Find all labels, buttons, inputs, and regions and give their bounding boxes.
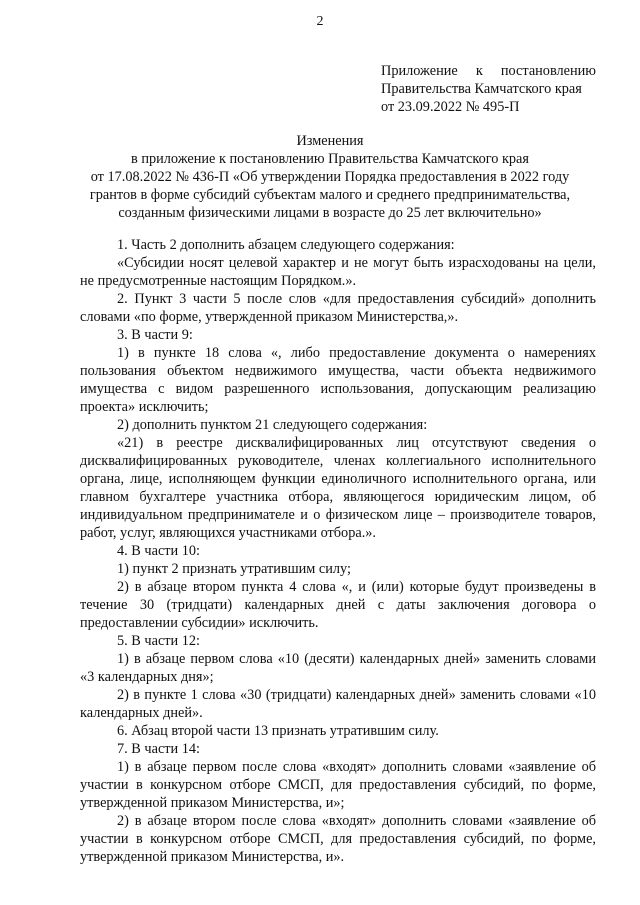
paragraph: 1. Часть 2 дополнить абзацем следующего содержания: bbox=[117, 237, 455, 253]
paragraph: 2) в абзаце втором пункта 4 слова «, и (или) которые будут произведены в течение 30 (тридцати) календарных дней с даты заключения договора о предоставлении субсидии» исключить. bbox=[80, 579, 596, 631]
title-line-4: грантов в форме субсидий субъектам малого и среднего предпринимательства, bbox=[89, 187, 571, 203]
title-line-5: созданным физическими лицами в возрасте до 25 лет включительно» bbox=[118, 205, 542, 221]
appendix-header bbox=[381, 62, 596, 116]
paragraph: 2. Пункт 3 части 5 после слов «для предоставления субсидий» дополнить словами «по форме, утвержденной приказом Министерства,». bbox=[80, 291, 596, 325]
paragraph: 7. В части 14: bbox=[117, 741, 201, 757]
paragraph: 3. В части 9: bbox=[117, 327, 193, 343]
document-title bbox=[60, 132, 600, 222]
paragraph: «21) в реестре дисквалифицированных лиц отсутствуют сведения о дисквалифицированных руководителе, членах коллегиального исполнительного органа, лице, исполняющем функции единоличного исполнительного органа, или главном бухгалтере участника отбора, являющегося юридическим лицом, об индивидуальном предпринимателе и о физическом лице – производителе товаров, работ, услуг, являющихся участниками отбора.». bbox=[80, 435, 596, 541]
paragraph: 1) в абзаце первом после слова «входят» дополнить словами «заявление об участии в конкурсном отборе СМСП, для предоставления субсидий, по форме, утвержденной приказом Министерства, и»; bbox=[80, 759, 596, 811]
page-number: 2 bbox=[316, 14, 324, 29]
title-line-1: Изменения bbox=[296, 133, 364, 149]
title-line-3: от 17.08.2022 № 436-П «Об утверждении Порядка предоставления в 2022 году bbox=[90, 169, 570, 185]
appendix-line-1: Приложение к постановлению bbox=[381, 63, 596, 79]
paragraph: 2) в пункте 1 слова «30 (тридцати) календарных дней» заменить словами «10 календарных дней». bbox=[80, 687, 596, 721]
appendix-line-3: от 23.09.2022 № 495-П bbox=[381, 99, 520, 115]
paragraph: 6. Абзац второй части 13 признать утратившим силу. bbox=[117, 723, 439, 739]
paragraph: «Субсидии носят целевой характер и не могут быть израсходованы на цели, не предусмотренные настоящим Порядком.». bbox=[80, 255, 596, 289]
appendix-line-2: Правительства Камчатского края bbox=[381, 81, 582, 97]
paragraph: 1) пункт 2 признать утратившим силу; bbox=[117, 561, 351, 577]
paragraph: 1) в пункте 18 слова «, либо предоставление документа о намерениях пользования объектом недвижимого имущества, части объекта недвижимого имущества с видом разрешенного использования, допускающим реализацию проекта» исключить; bbox=[80, 345, 596, 415]
title-line-2: в приложение к постановлению Правительства Камчатского края bbox=[131, 151, 529, 167]
document-body bbox=[80, 236, 596, 866]
paragraph: 2) в абзаце втором после слова «входят» дополнить словами «заявление об участии в конкурсном отборе СМСП, для предоставления субсидий, по форме, утвержденной приказом Министерства, и». bbox=[80, 813, 596, 865]
paragraph: 1) в абзаце первом слова «10 (десяти) календарных дней» заменить словами «3 календарных дня»; bbox=[80, 651, 596, 685]
paragraph: 2) дополнить пунктом 21 следующего содержания: bbox=[117, 417, 428, 433]
paragraph: 5. В части 12: bbox=[117, 633, 201, 649]
paragraph: 4. В части 10: bbox=[117, 543, 201, 559]
